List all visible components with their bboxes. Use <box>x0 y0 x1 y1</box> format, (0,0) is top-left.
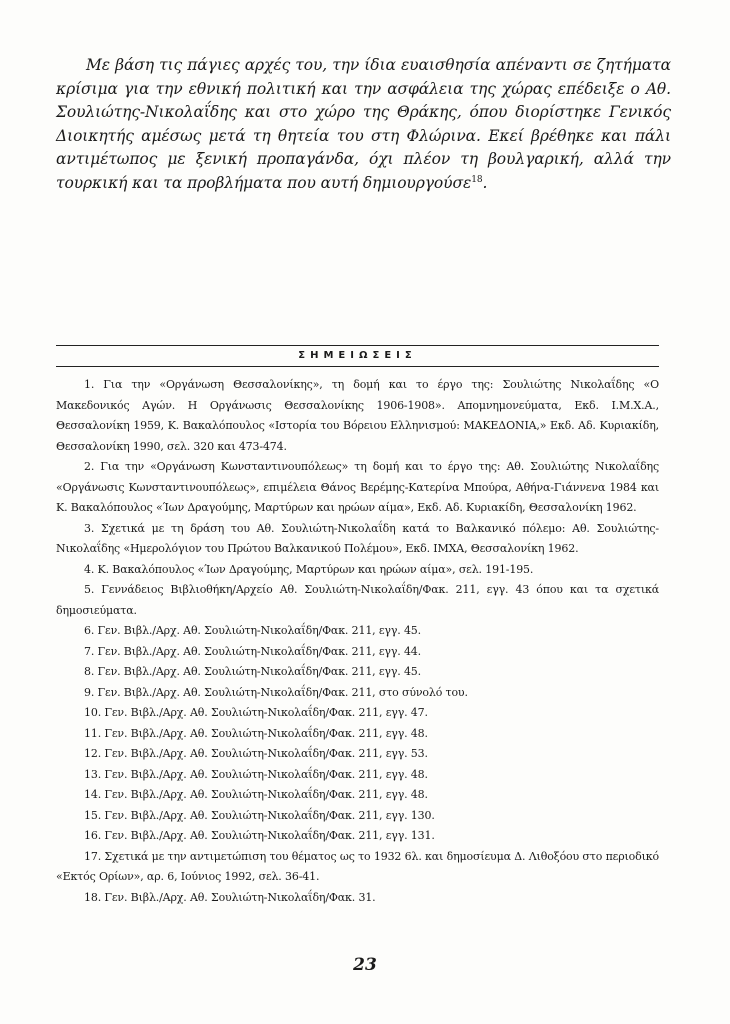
note-item: 3. Σχετικά με τη δράση του Αθ. Σουλιώτη-Νικολαΐδη κατά το Βαλκανικό πόλεμο: Αθ. Σουλιώτης-Νικολαΐδης «Ημερολόγιον του Πρώτου Βαλκανικού Πολέμου», Εκδ. ΙΜΧΑ, Θεσσαλονίκη 1962. <box>56 521 659 555</box>
note-item: 16. Γεν. Βιβλ./Αρχ. Αθ. Σουλιώτη-Νικολαΐδη/Φακ. 211, εγγ. 131. <box>84 829 435 842</box>
note-item: 11. Γεν. Βιβλ./Αρχ. Αθ. Σουλιώτη-Νικολαΐδη/Φακ. 211, εγγ. 48. <box>84 726 428 740</box>
main-paragraph: Με βάση τις πάγιες αρχές του, την ίδια ευαισθησία απέναντι σε ζητήματα κρίσιμα για την εθνική πολιτική και την ασφάλεια της χώρας επέδειξε ο Αθ. Σουλιώτης-Νικολαΐδης και στο χώρο της Θράκης, όπου διορίστηκε Γενικός Διοικητής αμέσως μετά τη θητεία του στη Φλώρινα. Εκεί βρέθηκε και πάλι αντιμέτωπος με ξενική προπαγάνδα, όχι πλέον τη βουλγαρική, αλλά την τουρκική και τα προβλήματα που αυτή δημιουργούσε$^{18}$. <box>56 56 671 192</box>
note-item: 7. Γεν. Βιβλ./Αρχ. Αθ. Σουλιώτη-Νικολαΐδη/Φακ. 211, εγγ. 44. <box>84 644 422 658</box>
main-paragraph-text: Με βάση τις πάγιες αρχές του, την ίδια ευαισθησία απέναντι σε ζητήματα κρίσιμα για την εθνική πολιτική και την ασφάλεια της χώρας επέδειξε ο Αθ. Σουλιώτης-Νικολαΐδης και στο χώρο της Θράκης, όπου διορίστηκε Γενικός Διοικητής αμέσως μετά τη θητεία του στη Φλώρινα. Εκεί βρέθηκε και πάλι αντιμέτωπος με ξενική προπαγάνδα, όχι πλέον τη βουλγαρική, αλλά την τουρκική και τα προβλήματα που αυτή δημιουργούσε <box>56 56 671 192</box>
note-item: 8. Γεν. Βιβλ./Αρχ. Αθ. Σουλιώτη-Νικολαΐδη/Φακ. 211, εγγ. 45. <box>84 665 422 678</box>
note-item: 18. Γεν. Βιβλ./Αρχ. Αθ. Σουλιώτη-Νικολαΐδη/Φακ. 31. <box>84 890 376 904</box>
notes-top-rule <box>56 345 659 346</box>
note-item: 6. Γεν. Βιβλ./Αρχ. Αθ. Σουλιώτη-Νικολαΐδη/Φακ. 211, εγγ. 45. <box>84 624 422 637</box>
notes-heading: ΣΗΜΕΙΩΣΕΙΣ <box>298 350 417 361</box>
note-item: 17. Σχετικά με την αντιμετώπιση του θέματος ως το 1932 6λ. και δημοσίευμα Δ. Λιθοξόου στο περιοδικό «Εκτός Ορίων», αρ. 6, Ιούνιος 1992, σελ. 36-41. <box>56 849 659 883</box>
footnote-reference: 18 <box>471 174 483 185</box>
note-item: 5. Γεννάδειος Βιβλιοθήκη/Αρχείο Αθ. Σουλιώτη-Νικολαΐδη/Φακ. 211, εγγ. 43 όπου και τα σχετικά δημοσιεύματα. <box>56 583 659 617</box>
notes-bottom-rule <box>56 366 659 367</box>
note-item: 13. Γεν. Βιβλ./Αρχ. Αθ. Σουλιώτη-Νικολαΐδη/Φακ. 211, εγγ. 48. <box>84 767 428 781</box>
note-item: 9. Γεν. Βιβλ./Αρχ. Αθ. Σουλιώτη-Νικολαΐδη/Φακ. 211, στο σύνολό του. <box>84 685 468 699</box>
note-item: 2. Για την «Οργάνωση Κωνσταντινουπόλεως» τη δομή και το έργο της: Αθ. Σουλιώτης Νικολαΐδης «Οργάνωσις Κωνσταντινουπόλεως», επιμέλεια Θάνος Βερέμης-Κατερίνα Μπούρα, Αθήνα-Γιάννενα 1984 και Κ. Βακαλόπουλος «Ίων Δραγούμης, Μαρτύρων και ηρώων αίμα», Εκδ. Αδ. Κυριακίδη, Θεσσαλονίκη 1962. <box>56 460 659 514</box>
note-item: 4. Κ. Βακαλόπουλος «Ίων Δραγούμης, Μαρτύρων και ηρώων αίμα», σελ. 191-195. <box>84 562 534 576</box>
note-item: 14. Γεν. Βιβλ./Αρχ. Αθ. Σουλιώτη-Νικολαΐδη/Φακ. 211, εγγ. 48. <box>84 788 428 801</box>
note-item: 10. Γεν. Βιβλ./Αρχ. Αθ. Σουλιώτη-Νικολαΐδη/Φακ. 211, εγγ. 47. <box>84 706 428 719</box>
note-item: 12. Γεν. Βιβλ./Αρχ. Αθ. Σουλιώτη-Νικολαΐδη/Φακ. 211, εγγ. 53. <box>84 747 428 760</box>
note-item: 15. Γεν. Βιβλ./Αρχ. Αθ. Σουλιώτη-Νικολαΐδη/Φακ. 211, εγγ. 130. <box>84 808 435 822</box>
note-item: 1. Για την «Οργάνωση Θεσσαλονίκης», τη δομή και το έργο της: Σουλιώτης Νικολαΐδης «Ο Μακεδονικός Αγών. Η Οργάνωσις Θεσσαλονίκης 1906-1908». Απομνημονεύματα, Εκδ. Ι.Μ.Χ.Α., Θεσσαλονίκη 1959, Κ. Βακαλόπουλος «Ιστορία του Βόρειου Ελληνισμού: ΜΑΚΕΔΟΝΙΑ,» Εκδ. Αδ. Κυριακίδη, Θεσσαλονίκη 1990, σελ. 320 και 473-474. <box>56 378 659 453</box>
page-number: 23 <box>353 955 377 975</box>
notes-list <box>56 375 659 908</box>
